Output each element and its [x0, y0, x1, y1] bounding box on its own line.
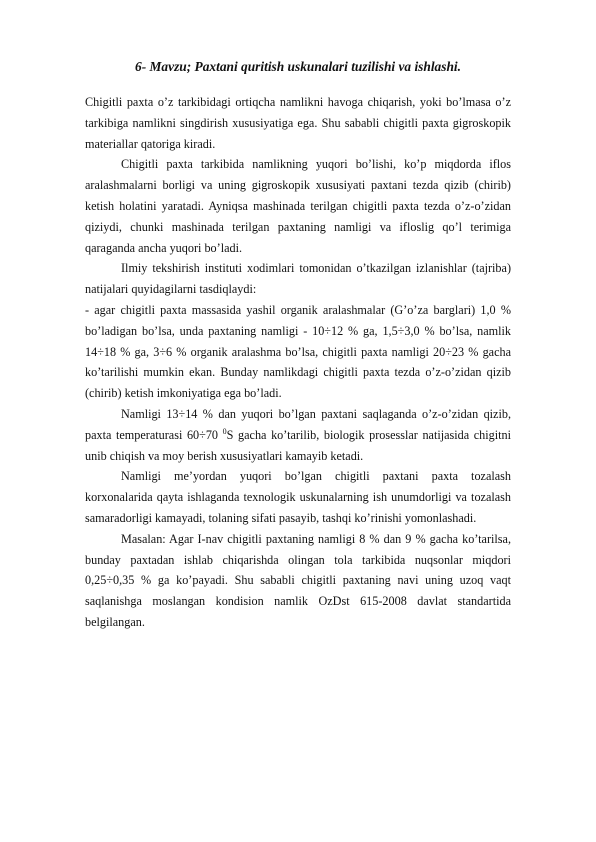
paragraph-2: Chigitli paxta tarkibida namlikning yuqori bo’lishi, ko’p miqdorda iflos aralashmalarni borligi va uning gigroskopik xususiyati paxtani tezda qizib (chirib) ketish holatini yaratadi. Ayniqsa mashinada terilgan chigitli paxta tezda o’z-o’zidan qiziydi, chunki mashinada terilgan paxtaning namligi va ifloslig qo’l terimiga qaraganda ancha yuqori bo’ladi.	[85, 157, 511, 255]
paragraph-7: Masalan: Agar I-nav chigitli paxtaning namligi 8 % dan 9 % gacha ko’tarilsa, bunday paxtadan ishlab chiqarishda olingan tola tarkibida nuqsonlar miqdori 0,25÷0,35 % ga ko’payadi. Shu sababli chigitli paxtaning navi uning uzoq vaqt saqlanishga moslangan kondision namlik OzDst 615-2008 davlat standartida belgilangan.	[85, 531, 511, 629]
paragraph-5	[85, 404, 511, 466]
paragraph-5-end: S gacha ko’tarilib, biologik prosesslar natijasida chigitni unib chiqish va moy berish xususiyatlari kamayib ketadi.	[85, 427, 512, 463]
paragraph-5-start: Namligi 13÷14 % dan yuqori bo’lgan paxtani saqlaganda o’z-o’zidan qizib, paxta temperaturasi 60÷70	[85, 406, 511, 442]
paragraph-4: - agar chigitli paxta massasida yashil organik aralashmalar (G’o’za barglari) 1,0 % bo’ladigan bo’lsa, unda paxtaning namligi - 10÷12 % ga, 1,5÷3,0 % bo’lsa, namlik 14÷18 % ga, 3÷6 % organik aralashma bo’lsa, chigitli paxta namligi 20÷23 % gacha ko’tarilishi mumkin ekan. Bunday namlikdagi chigitli paxta tezda o’z-o’zidan qizib (chirib) ketish imkoniyatiga ega bo’ladi.	[85, 302, 511, 401]
degree-superscript: 0	[222, 426, 227, 436]
document-page	[85, 58, 511, 633]
paragraph-1: Chigitli paxta o’z tarkibidagi ortiqcha namlikni havoga chiqarish, yoki bo’lmasa o’z tarkibiga namlikni singdirish xususiyatiga ega. Shu sababli chigitli paxta gigroskopik materiallar qatoriga kiradi.	[85, 95, 511, 151]
document-title: 6- Mavzu; Paxtani quritish uskunalari tuzilishi va ishlashi.	[135, 59, 461, 74]
paragraph-6: Namligi me’yordan yuqori bo’lgan chigitli paxtani paxta tozalash korxonalarida qayta ishlaganda texnologik uskunalarning ish unumdorligi va tozalash samaradorligi kamayadi, tolaning sifati pasayib, tashqi ko’rinishi yomonlashadi.	[85, 469, 511, 525]
paragraph-3: Ilmiy tekshirish instituti xodimlari tomonidan o’tkazilgan izlanishlar (tajriba) natijalari quyidagilarni tasdiqlaydi:	[85, 261, 511, 297]
